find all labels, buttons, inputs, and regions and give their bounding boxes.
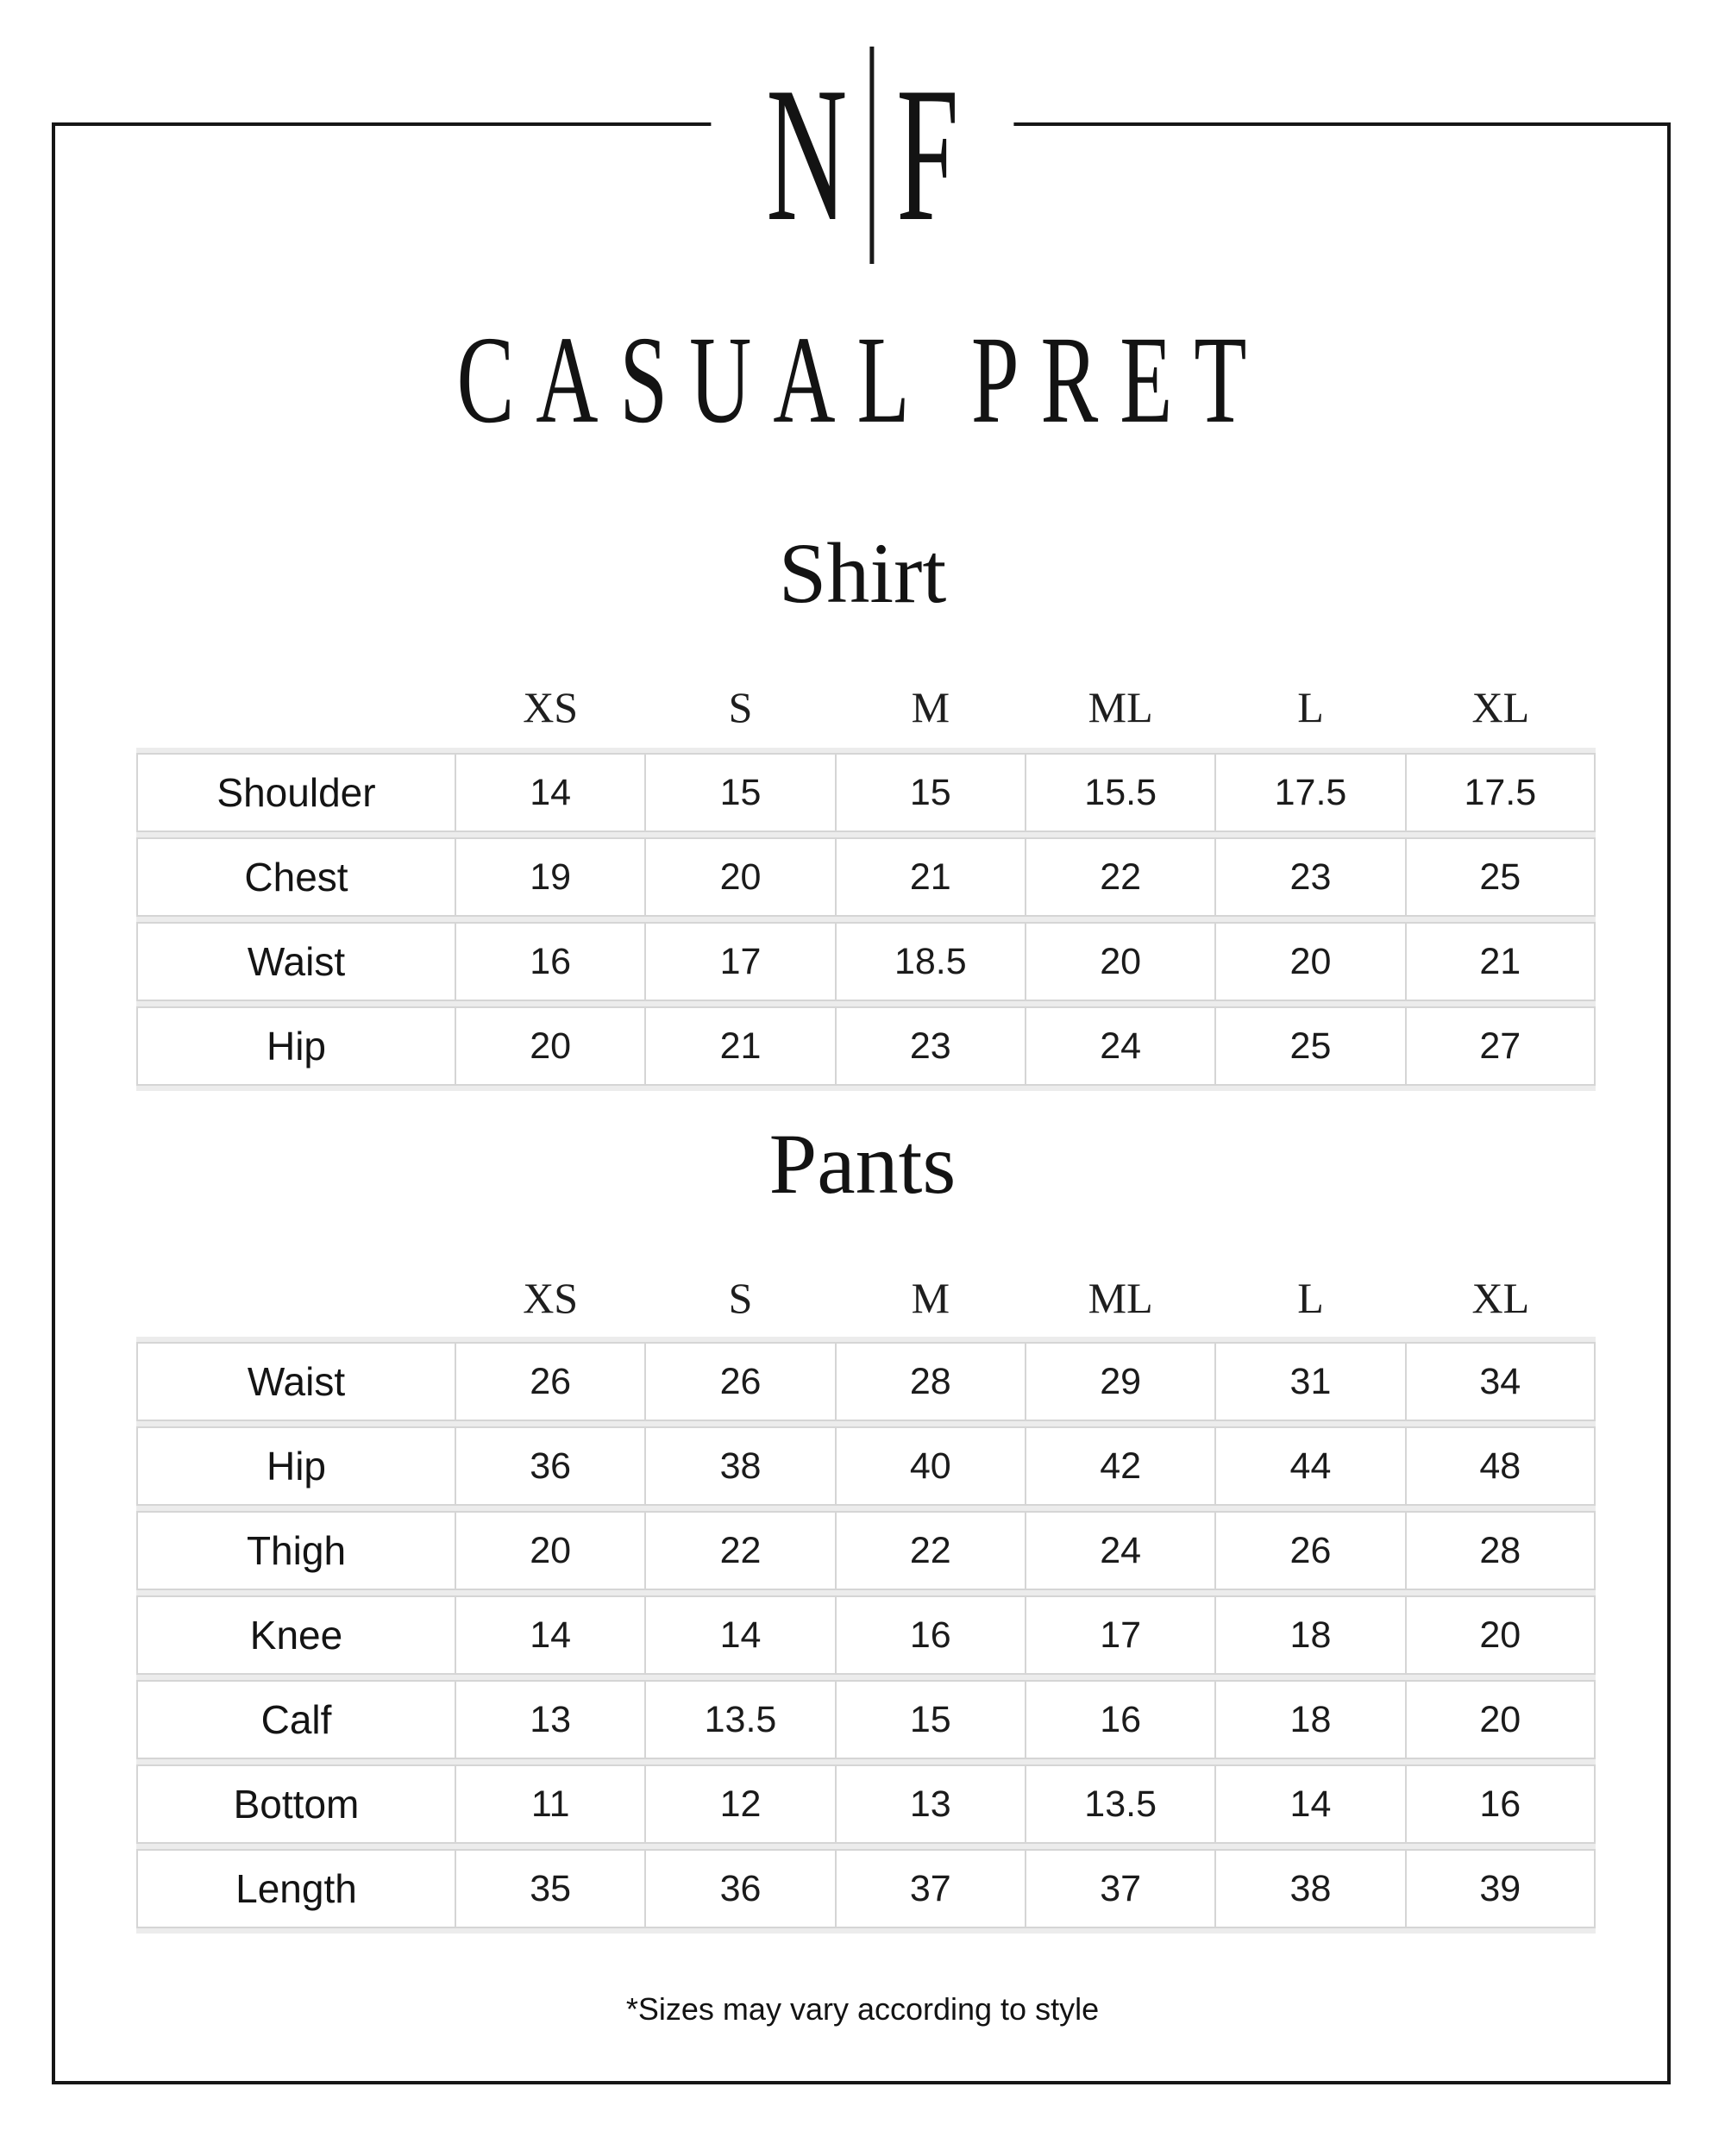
page-title: CASUAL PRET (456, 310, 1269, 449)
size-column-header: L (1297, 1274, 1324, 1322)
measurement-value-cell: 28 (836, 1342, 1026, 1421)
measurement-label-cell: Knee (136, 1595, 455, 1675)
measurement-value-cell: 25 (1215, 1006, 1405, 1086)
size-column-header: XS (523, 1274, 579, 1322)
measurement-value-cell: 22 (1026, 837, 1215, 917)
measurement-label-cell: Hip (136, 1426, 455, 1506)
measurement-value-cell: 17.5 (1406, 753, 1596, 832)
measurement-value-cell: 20 (1406, 1595, 1596, 1675)
measurement-label-cell: Bottom (136, 1764, 455, 1844)
measurement-row (136, 837, 1596, 917)
measurement-label-cell: Waist (136, 922, 455, 1001)
measurement-value-cell: 14 (1215, 1764, 1405, 1844)
measurement-value-cell: 26 (645, 1342, 835, 1421)
logo-divider-bar (869, 47, 874, 264)
measurement-value-cell: 16 (455, 922, 645, 1001)
measurement-label-cell: Waist (136, 1342, 455, 1421)
measurement-value-cell: 20 (1026, 922, 1215, 1001)
measurement-label-cell: Shoulder (136, 753, 455, 832)
size-column-header: ML (1088, 1274, 1153, 1322)
size-column-header: S (728, 1274, 753, 1322)
measurement-value-cell: 20 (455, 1006, 645, 1086)
measurement-value-cell: 15 (836, 1680, 1026, 1759)
measurement-value-cell: 20 (1215, 922, 1405, 1001)
measurement-value-cell: 13.5 (1026, 1764, 1215, 1844)
measurement-value-cell: 24 (1026, 1006, 1215, 1086)
measurement-value-cell: 13.5 (645, 1680, 835, 1759)
measurement-value-cell: 42 (1026, 1426, 1215, 1506)
measurement-value-cell: 23 (836, 1006, 1026, 1086)
measurement-value-cell: 31 (1215, 1342, 1405, 1421)
measurement-value-cell: 22 (645, 1511, 835, 1590)
size-header-spacer (136, 1272, 455, 1324)
measurement-value-cell: 17.5 (1215, 753, 1405, 832)
measurement-row (136, 1006, 1596, 1086)
measurement-value-cell: 24 (1026, 1511, 1215, 1590)
size-header-spacer (136, 681, 455, 733)
measurement-value-cell: 22 (836, 1511, 1026, 1590)
section-heading-pants: Pants (768, 1116, 957, 1212)
measurement-value-cell: 17 (1026, 1595, 1215, 1675)
measurement-value-cell: 17 (645, 922, 835, 1001)
measurement-value-cell: 35 (455, 1849, 645, 1928)
measurement-value-cell: 36 (645, 1849, 835, 1928)
measurement-value-cell: 13 (836, 1764, 1026, 1844)
measurement-row (136, 1342, 1596, 1421)
measurement-label-cell: Hip (136, 1006, 455, 1086)
measurement-value-cell: 36 (455, 1426, 645, 1506)
size-header-row (136, 1272, 1596, 1324)
measurement-value-cell: 37 (1026, 1849, 1215, 1928)
measurement-row (136, 1595, 1596, 1675)
size-column-header: L (1297, 683, 1324, 731)
pants-measurements-table (136, 1337, 1596, 1934)
measurement-label-cell: Calf (136, 1680, 455, 1759)
measurement-value-cell: 19 (455, 837, 645, 917)
measurement-value-cell: 25 (1406, 837, 1596, 917)
measurement-value-cell: 18.5 (836, 922, 1026, 1001)
size-column-header: S (728, 683, 753, 731)
measurement-row (136, 753, 1596, 832)
measurement-row (136, 1426, 1596, 1506)
measurement-label-cell: Chest (136, 837, 455, 917)
section-heading-shirt: Shirt (778, 525, 947, 621)
size-header-row (136, 681, 1596, 733)
measurement-value-cell: 21 (645, 1006, 835, 1086)
measurement-value-cell: 16 (836, 1595, 1026, 1675)
measurement-value-cell: 15 (836, 753, 1026, 832)
size-column-header: M (911, 683, 950, 731)
measurement-row (136, 1764, 1596, 1844)
measurement-value-cell: 34 (1406, 1342, 1596, 1421)
measurement-value-cell: 23 (1215, 837, 1405, 917)
measurement-value-cell: 18 (1215, 1595, 1405, 1675)
measurement-value-cell: 38 (645, 1426, 835, 1506)
measurement-value-cell: 39 (1406, 1849, 1596, 1928)
measurement-value-cell: 48 (1406, 1426, 1596, 1506)
measurement-value-cell: 26 (455, 1342, 645, 1421)
measurement-value-cell: 20 (1406, 1680, 1596, 1759)
logo-letter-n: N (766, 48, 848, 262)
measurement-value-cell: 37 (836, 1849, 1026, 1928)
measurement-value-cell: 20 (645, 837, 835, 917)
logo-letter-f: F (896, 48, 959, 262)
brand-logo (711, 45, 1013, 266)
measurement-value-cell: 13 (455, 1680, 645, 1759)
measurement-value-cell: 38 (1215, 1849, 1405, 1928)
measurement-value-cell: 16 (1406, 1764, 1596, 1844)
measurement-value-cell: 15.5 (1026, 753, 1215, 832)
shirt-measurements-table (136, 748, 1596, 1091)
measurement-value-cell: 20 (455, 1511, 645, 1590)
measurement-value-cell: 27 (1406, 1006, 1596, 1086)
measurement-row (136, 922, 1596, 1001)
measurement-label-cell: Length (136, 1849, 455, 1928)
measurement-row (136, 1511, 1596, 1590)
measurement-value-cell: 28 (1406, 1511, 1596, 1590)
measurement-value-cell: 26 (1215, 1511, 1405, 1590)
measurement-value-cell: 21 (1406, 922, 1596, 1001)
measurement-value-cell: 18 (1215, 1680, 1405, 1759)
measurement-value-cell: 14 (455, 1595, 645, 1675)
footnote: *Sizes may vary according to style (625, 1991, 1100, 2027)
measurement-value-cell: 21 (836, 837, 1026, 917)
measurement-value-cell: 14 (645, 1595, 835, 1675)
size-column-header: XL (1471, 1274, 1530, 1322)
size-column-header: ML (1088, 683, 1153, 731)
measurement-value-cell: 40 (836, 1426, 1026, 1506)
shirt-size-header-row (136, 681, 1596, 733)
measurement-value-cell: 29 (1026, 1342, 1215, 1421)
measurement-row (136, 1849, 1596, 1928)
measurement-value-cell: 12 (645, 1764, 835, 1844)
measurement-value-cell: 14 (455, 753, 645, 832)
measurement-row (136, 1680, 1596, 1759)
measurement-value-cell: 11 (455, 1764, 645, 1844)
size-column-header: M (911, 1274, 950, 1322)
size-column-header: XS (523, 683, 579, 731)
measurement-value-cell: 44 (1215, 1426, 1405, 1506)
pants-size-header-row (136, 1272, 1596, 1324)
measurement-value-cell: 15 (645, 753, 835, 832)
size-column-header: XL (1471, 683, 1530, 731)
measurement-value-cell: 16 (1026, 1680, 1215, 1759)
measurement-label-cell: Thigh (136, 1511, 455, 1590)
